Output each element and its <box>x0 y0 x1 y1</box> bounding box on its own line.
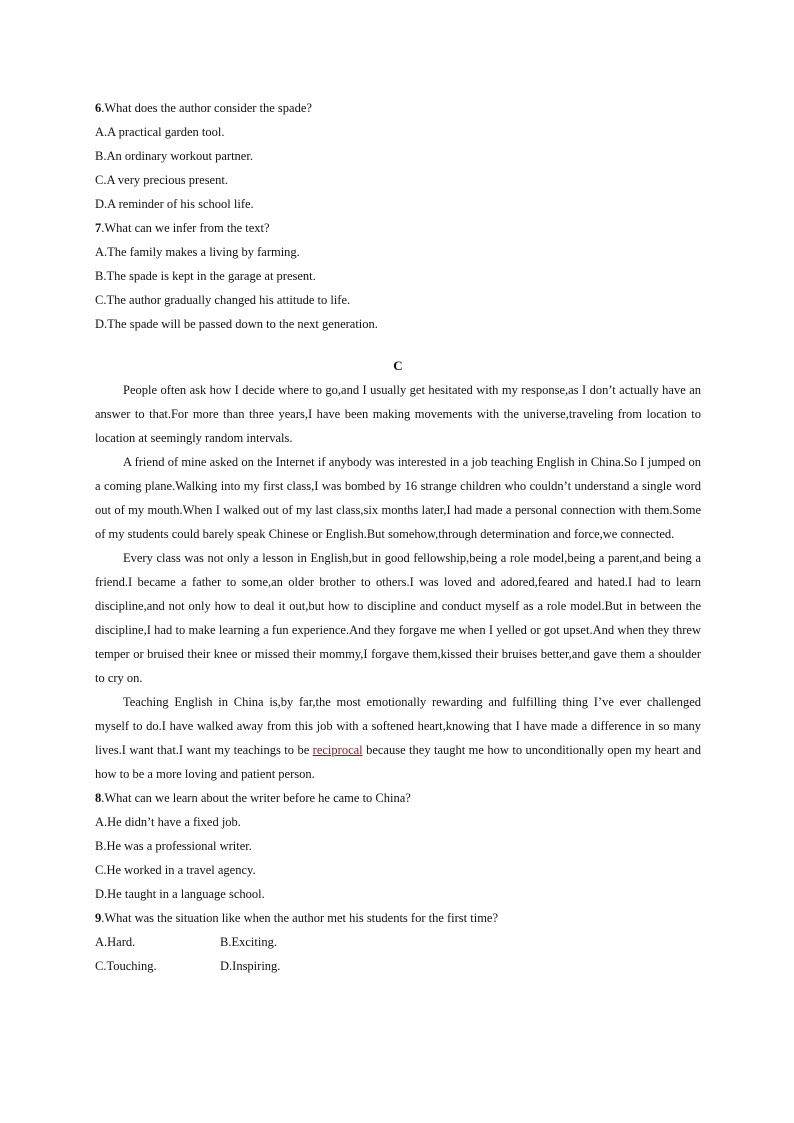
question-6-option-d: D.A reminder of his school life. <box>95 197 254 211</box>
question-number: 9 <box>95 911 102 925</box>
question-9-options-row-2 <box>95 954 701 978</box>
question-6-option-a: A.A practical garden tool. <box>95 125 225 139</box>
question-9-option-b: B.Exciting. <box>220 935 277 949</box>
question-number: 8 <box>95 791 102 805</box>
question-8-option-c: C.He worked in a travel agency. <box>95 863 256 877</box>
question-7-option-b: B.The spade is kept in the garage at present. <box>95 269 316 283</box>
passage-paragraph-4 <box>95 690 701 786</box>
question-8-option-d: D.He taught in a language school. <box>95 887 265 901</box>
question-7-option-d: D.The spade will be passed down to the next generation. <box>95 317 378 331</box>
question-9-option-c: C.Touching. <box>95 959 157 973</box>
question-7-stem <box>95 216 701 240</box>
question-text: .What was the situation like when the author met his students for the first time? <box>101 911 499 925</box>
question-8-option-a: A.He didn’t have a fixed job. <box>95 815 241 829</box>
passage-paragraph-2: A friend of mine asked on the Internet if anybody was interested in a job teaching English in China.So I jumped on a coming plane.Walking into my first class,I was bombed by 16 strange children who couldn’t understand a single word out of my mouth.When I walked out of my last class,six months later,I had made a personal connection with them.Some of my students could barely speak Chinese or English.But somehow,through determination and force,we connected. <box>95 455 701 541</box>
question-6-stem <box>95 96 701 120</box>
question-text: .What can we infer from the text? <box>101 221 270 235</box>
question-8-option-b: B.He was a professional writer. <box>95 839 252 853</box>
paragraph-text: because they taught me how to unconditionally open my heart and how to be a more loving and patient person. <box>95 743 701 781</box>
question-text: .What can we learn about the writer before he came to China? <box>101 791 411 805</box>
passage-paragraph-3: Every class was not only a lesson in English,but in good fellowship,being a role model,being a parent,and being a friend.I became a father to some,an older brother to others.I was loved and adored,feared and hated.I had to learn discipline,and not only how to deal it out,but how to discipline and conduct myself as a role model.But in between the discipline,I had to make learning a fun experience.And they forgave me when I yelled or got upset.And when they threw temper or bruised their knee or missed their mommy,I forgave them,kissed their bruises better,and gave them a shoulder to cry on. <box>95 551 701 685</box>
underlined-word: reciprocal <box>312 743 363 757</box>
question-6-option-c: C.A very precious present. <box>95 173 228 187</box>
paragraph-text: Teaching English in China is,by far,the most emotionally rewarding and fulfilling thing I’ve ever challenged myself to do.I have walked away from this job with a softened heart,knowing that I have made a difference in so many lives.I want that.I want my teachings to be <box>95 695 701 757</box>
question-number: 6 <box>95 101 102 115</box>
question-text: .What does the author consider the spade? <box>101 101 312 115</box>
question-9-stem <box>95 906 701 930</box>
question-9-option-d: D.Inspiring. <box>220 959 281 973</box>
section-title: C <box>393 358 403 373</box>
question-8-stem <box>95 786 701 810</box>
page-content <box>95 96 701 978</box>
question-number: 7 <box>95 221 102 235</box>
question-9-options-row-1 <box>95 930 701 954</box>
question-9-option-a: A.Hard. <box>95 935 136 949</box>
question-7-option-c: C.The author gradually changed his attitude to life. <box>95 293 351 307</box>
passage-paragraph-1: People often ask how I decide where to go,and I usually get hesitated with my response,as I don’t actually have an answer to that.For more than three years,I have been making movements with the universe,traveling from location to location at seemingly random intervals. <box>95 383 701 445</box>
question-7-option-a: A.The family makes a living by farming. <box>95 245 300 259</box>
question-6-option-b: B.An ordinary workout partner. <box>95 149 253 163</box>
